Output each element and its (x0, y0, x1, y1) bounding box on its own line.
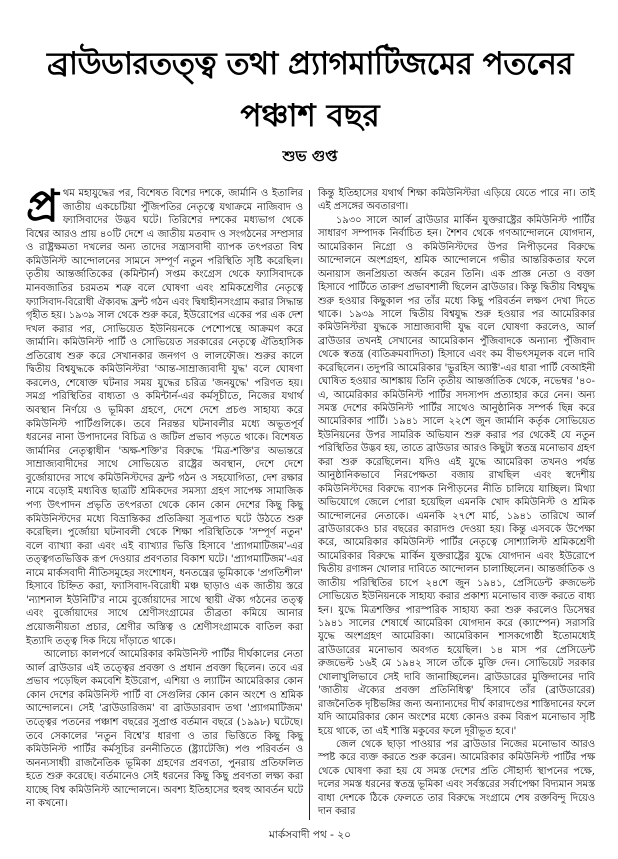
right-column (318, 187, 595, 819)
left-paragraph-2: আলোচ্য কালপর্বে আমেরিকার কমিউনিস্ট পার্টির দীর্ঘকালের নেতা আর্ল ব্রাউডার এই তত্ত্বের প্রবক্তা ও প্রধান প্রবক্তা ছিলেন। তবে এর প্রভাব পড়েছিল কমবেশি ইউরোপ, এশিয়া ও ল্যাটিন আমেরিকার কোন কোন দেশের কমিউনিস্ট পার্টি বা সেগুলির কোন কোন অংশে ও শ্রমিক আন্দোলনে। সেই 'ব্রাউডারিজম' বা ব্রাউডারবাদ তথা 'প্র্যাগমাটিজম' তত্ত্বের পতনের পঞ্চাশ বছরের সুপ্রাপ্ত বর্তমান বছরে (১৯৯৮) ঘটেছে। তবে সেকালের 'নতুন বিশ্বে'র ধারণা ও তার ভিত্তিতে কিছু কিছু কমিউনিস্ট পার্টির কর্মসূচির রননীতিতে (ষ্ট্র্যাটেজি) পণ্ড পরিবর্তন ও অনন্যসাধ্যী রাজনৈতিক ভূমিকা গ্রহণের প্রবণতা, পুনরায় প্রতিফলিত হতে শুরু করেছে। বর্তমানেও সেই ধরনের কিছু কিছু প্রবণতা লক্ষ্য করা যাচ্ছে বিশ্ব কমিউনিস্ট আন্দোলনে। অবশ্য ইতিহাসের হুবহু আবর্তন ঘটে না কখনো। (26, 649, 303, 810)
column-divider (309, 190, 310, 820)
page-footer: মার্কসবাদী পথ - ২০ (269, 829, 351, 841)
right-paragraph-1: কিন্তু ইতিহাসের যথার্থ শিক্ষা কমিউনিস্টরা এড়িয়ে যেতে পারে না। তাই এই প্রসঙ্গের অবতারণা। (318, 188, 595, 213)
left-paragraph-1 (26, 181, 303, 648)
right-paragraph-3: জেল থেকে ছাড়া পাওয়ার পর ব্রাউডার নিজের মনোভাব আরও স্পষ্ট করে ব্যক্ত করতে শুরু করেন। আমেরিকার কমিউনিস্ট পার্টির পক্ষ থেকে ঘোষণা করা হয় যে সমস্ত দেশের প্রতি সৌহার্দ্য স্থাপনের পক্ষে, দলের সমস্ত ধরনের স্বতন্ত্র ভূমিকা এবং সর্বস্তরের সর্বাপেক্ষা বিদ্যমান সমস্ত বাধা দেশকে ঠিকে ফেলতে তার বিরুদ্ধে সংগ্রামে শেষ রক্তবিন্দু দিয়েও দান করার (318, 738, 595, 818)
article-title: ব্রাউডারতত্ত্ব তথা প্র্যাগমাটিজমের পতনের (47, 46, 573, 82)
right-paragraph-2: ১৯৩০ সালে আর্ল ব্রাউডার মার্কিন যুক্তরাষ্ট্রের কমিউনিস্ট পার্টির সাধারণ সম্পাদক নির্বাচিত হন। শৈশব থেকে গণআন্দোলনে যোগদান, আমেরিকান নিগ্রো ও কমিউনিস্টদের উপর নিপীড়নের বিরুদ্ধে আন্দোলনে অংশগ্রহণ, শ্রমিক আন্দোলনে গভীর আন্তরিকতার ফলে অনায়াস জনপ্রিয়তা অর্জন করেন তিনি। এক প্রাজ্ঞ নেতা ও বক্তা হিসাবে পার্টিতে তারুণ প্রভাবশালী ছিলেন ব্রাউডার। কিন্তু দ্বিতীয় বিশ্বযুদ্ধ শুরু হওয়ার কিছুকাল পর তাঁর মধ্যে কিছু পরিবর্তন লক্ষণ দেখা দিতে থাকে। ১৯৩৯ সালে দ্বিতীয় বিশ্বযুদ্ধ শুরু হওয়ার পর আমেরিকার কমিউনিস্টরা যুদ্ধকে সাম্রাজ্যবাদী যুদ্ধ বলে ঘোষণা করলেও, আর্ল ব্রাউডার তখনই সেখানের আমেরিকান পুঁজিবাদকে অন্যান্য পুঁজিবাদ থেকে স্বতন্ত্র (ব্যতিক্রমবাদিতা) হিসাবে এবং কম বীভৎসমূলক বলে দাবি করেছিলেন। তদুপরি আমেরিকার 'ভুরহিস অ্যাক্ট'-এর ধারা পার্টি বেআইনী ঘোষিত হওয়ার আশঙ্কায় তিনি তৃতীয় আন্তর্জাতিক থেকে, নভেম্বর '৪০-এ, আমেরিকার কমিউনিস্ট পার্টির সদস্যপদ প্রত্যাহার করে নেন। অন্য সমস্ত দেশের কমিউনিস্ট পার্টির সাথেও আনুষ্ঠানিক সম্পর্ক ছিন্ন করে আমেরিকার পার্টি। ১৯৪১ সালে ২২শে জুন জার্মানি কর্তৃক সোভিয়েত ইউনিয়নের উপর সামরিক অভিযান শুরু করার পর থেকেই যে নতুন পরিস্থিতির উদ্ভব হয়, তাতে ব্রাউডার আরও কিছুটা স্বতন্ত্র মনোভাব গ্রহণ করা শুরু করেছিলেন। যদিও এই যুদ্ধে আমেরিকা তখনও পর্যন্ত আনুষ্ঠানিকভাবে নিরপেক্ষতা বজায় রাখছিল এবং স্বদেশীয় কমিউনিস্টদের বিরুদ্ধে ব্যাপক নিপীড়নের নীতি চালিয়ে যাচ্ছিল। মিথ্যা অভিযোগে জেলে পোরা হয়েছিল এমনকি খোদ কমিউনিস্ট ও শ্রমিক আন্দোলনের নেতাকে। এমনকি ২৭শে মার্চ, ১৯৪১ তারিখে আর্ল ব্রাউডারকেও চার বছরের কারাদণ্ড দেওয়া হয়। কিন্তু এসবকে উপেক্ষা করে, আমেরিকার কমিউনিস্ট পার্টির নেতৃত্বে সোশ্যালিস্ট শ্রমিকশ্রেণী আমেরিকার বিরুদ্ধে মার্কিন যুক্তরাষ্ট্রের যুদ্ধে যোগদান এবং ইউরোপে দ্বিতীয় রণাঙ্গন খোলার দাবিতে আন্দোলন চালাচ্ছিলেন। আন্তর্জাতিক ও জাতীয় পরিস্থিতির চাপে ২৪শে জুন ১৯৪১, প্রেসিডেন্ট রুজভেল্ট সোভিয়েত ইউনিয়নকে সাহায্য করার প্রকাশ্য মনোভাব ব্যক্ত করতে বাধ্য হন। যুদ্ধে মিত্রশক্তির পারস্পরিক সাহায্য করা শুরু করলেও ডিসেম্বর ১৯৪১ সালের শেষার্ধে আমেরিকা যোগদান করে (ক্যাম্পেন) সরাসরি যুদ্ধে অংশগ্রহণ আমেরিকা। আমেরিকান শাসকগোষ্ঠী ইতোমধ্যেই ব্রাউডারের মনোভাব অবগত হয়েছিল। ১৪ মাস পর প্রেসিডেন্ট রুজভেল্ট ১৬ই মে ১৯৪২ সালে তাঁকে মুক্তি দেন। সোভিয়েট সরকার খোলাখুলিভাবে সেই দাবি জানাচ্ছিলেন। ব্রাউডারের মুক্তিদানের দাবি 'জাতীয় ঐক্যের প্রবক্তা প্রতিনিধিত্ব' হিসাবে তাঁর (ব্রাউডারের) রাজনৈতিক দৃষ্টিভঙ্গির জন্য অন্যান্যদের দীর্ঘ কারাদণ্ডের শাস্তিদানের ফলে যদি আমেরিকার কোন অংশের মধ্যে কোনও রকম বিরূপ মনোভাব সৃষ্টি হয়ে থাকে, তা এই শাস্তি মকুবের ফলে দূরীভূত হবে।' (318, 214, 595, 737)
article-author: শুভ গুপ্ত (282, 147, 338, 165)
article-subtitle: পঞ্চাশ বছর (240, 98, 380, 134)
drop-cap: প্র (26, 181, 59, 232)
left-column (26, 181, 303, 811)
left-paragraph-1-text: থম মহাযুদ্ধের পর, বিশেষত বিশের দশকে, জার্মানি ও ইতালির জাতীয় একচেটিয়া পুঁজিপতির নেতৃত্বে যথাক্রমে নাজিবাদ ও ফ্যাসিবাদের উদ্ভব ঘটে। তিরিশের দশকের মধ্যভাগ থেকে বিশ্বের আরও প্রায় ৪০টি দেশে এ জাতীয় মতবাদ ও সংগঠনের সম্প্রসার ও রাষ্ট্রক্ষমতা দখলের অন্য তাদের সন্ত্রাসবাদী ব্যাপক তৎপরতা বিশ্ব কমিউনিস্ট আন্দোলনের সামনে সম্পূর্ণ নতুন পরিস্থিতি সৃষ্টি করেছিল। তৃতীয় আন্তর্জাতিকের (কমিন্টার্ন) সপ্তম কংগ্রেস থেকে ফ্যাসিবাদকে মানবজাতির চরমতম শত্রু বলে ঘোষণা এবং শ্রমিকশ্রেণীর নেতৃত্বে ফ্যাসিবাদ-বিরোধী ঐক্যবদ্ধ ফ্রন্ট গঠন এবং দ্বিধাহীনসংগ্রাম করার সিদ্ধান্ত গৃহীত হয়। ১৯৩৯ সাল থেকে শুরু করে, ইউরোপের একের পর এক দেশ দখল করার পর, সোভিয়েত ইউনিয়নকে পেশোপন্থে আক্রমণ করে জার্মানি। কমিউনিস্ট পার্টি ও সোভিয়েত সরকারের নেতৃত্বে ঐতিহাসিক প্রতিরোধ শুরু করে সেখানকার জনগণ ও লালফৌজ। শুরুর কালে দ্বিতীয় বিশ্বযুদ্ধকে কমিউনিস্টরা 'আন্ত-সাম্রাজ্যবাদী যুদ্ধ' বলে ঘোষণা করলেও, শেষোক্ত ঘটনার সময় যুদ্ধের চরিত্র 'জনযুদ্ধে' পরিণত হয়। সমগ্র পরিস্থিতির বাধ্যতা ও কমিন্টার্ন-এর কর্মসূচীতে, নিজের যথার্থ অবস্থান নির্ণয়ে ও ভূমিকা গ্রহণে, দেশে দেশে প্রচণ্ড সাহায্য করে কমিউনিস্ট পার্টিগুলিকে। তবে নিরন্তর ঘটনাবলীর মধ্যে অভূতপূর্ব ধরনের নানা উপাদানের বিচিত্র ও জটিল প্রভাব পড়তে থাকে। বিশেষত জার্মানির নেতৃত্বাধীন 'অক্ষ-শক্তি'র বিরুদ্ধে 'মিত্র-শক্তি'র অভ্যন্তরে সাম্রাজ্যবাদীদের সাথে সোভিয়েত রাষ্ট্রের অবস্থান, দেশে দেশে বুর্জোয়াদের সাথে কমিউনিস্টদের ফ্রন্ট গঠন ও সহযোগিতা, দেশ রক্ষার নামে বড়োই মধ্যবিত্ত ছাত্রটি শ্রমিকদের সমস্যা গ্রহণ সাপেক্ষ সামাজিক পণ্য উৎপাদন প্রভৃতি তৎপরতা থেকে কোন কোন দেশের কিছু কিছু কমিউনিস্টদের মধ্যে বিভ্রান্তিকর প্রতিক্রিয়া সূত্রপাত ঘটে উঠতে শুরু করেছিল। পুর্জোয়া ঘটনাবলী থেকে শিক্ষা পরিস্থিতিকে 'সম্পূর্ণ নতুন' বলে ব্যাখ্যা করা এবং এই ব্যাখ্যার ভিত্তি হিসাবে 'প্র্যাগমাটিজম'-এর তত্ত্বগতভিত্তিক রূপ দেওয়ার প্রবণতার বিকাশ ঘটে। 'প্র্যাগমাটিজম'-এর নামে মার্কসবাদী নীতিসমূহের সংশোধন, ধনতন্ত্রের ভূমিকাকে 'প্রগতিশীল' হিসাবে চিহ্নিত করা, ফ্যাসিবাদ-বিরোধী মঞ্চ ছাড়াও এক জাতীয় স্তরে 'ন্যাশনাল ইউনিটি'র নামে বুর্জোয়াদের সাথে স্থায়ী ঐক্য গঠনের তত্ত্ব এবং বুর্জোয়াদের সাথে শ্রেণীসংগ্রামের তীব্রতা কমিয়ে আনার প্রয়োজনীয়তা প্রচার, শ্রেণীর অস্তিত্ব ও শ্রেণীসংগ্রামকে বাতিল করা ইত্যাদি তত্ত্ব দিক দিয়ে দাঁড়াতে থাকে। (26, 188, 303, 647)
